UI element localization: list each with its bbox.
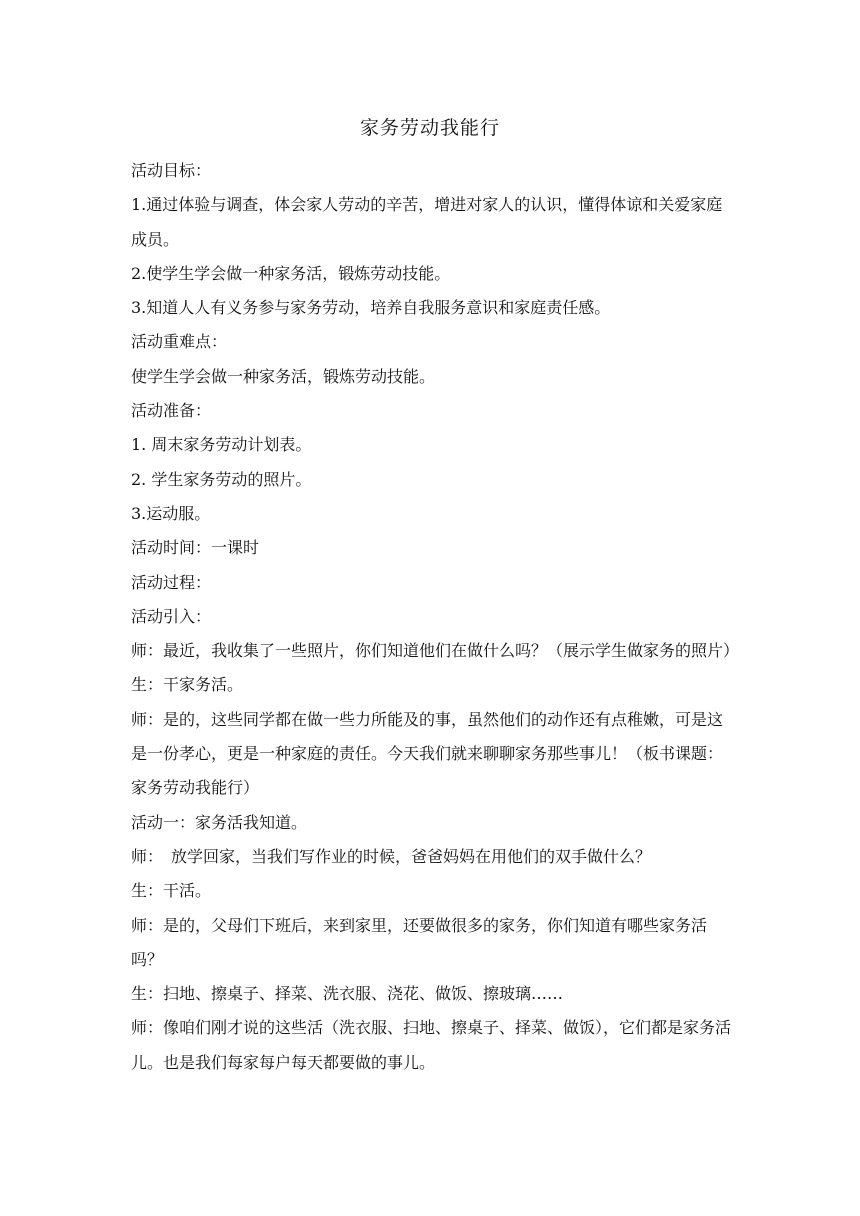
paragraph-process-heading: 活动过程： <box>131 572 212 592</box>
paragraph-dialogue: 师：最近，我收集了一些照片，你们知道他们在做什么吗？（展示学生做家务的照片） <box>131 641 740 661</box>
paragraph-intro-heading: 活动引入： <box>131 606 212 626</box>
paragraph-dialogue: 师：是的，这些同学都在做一些力所能及的事，虽然他们的动作还有点稚嫩，可是这是一份孝心，更是一种家庭的责任。今天我们就来聊聊家务那些事儿！（板书课题：家务劳动我能行） <box>131 709 724 798</box>
paragraph-dialogue: 师： 放学回家，当我们写作业的时候，爸爸妈妈在用他们的双手做什么？ <box>131 846 652 866</box>
document-body <box>131 154 740 1080</box>
paragraph-dialogue: 生：干活。 <box>131 881 212 901</box>
paragraph-preparation-2: 2. 学生家务劳动的照片。 <box>131 469 312 489</box>
document-title: 家务劳动我能行 <box>359 117 500 139</box>
paragraph-dialogue: 生：干家务活。 <box>131 675 244 695</box>
paragraph-dialogue: 师：像咱们刚才说的这些活（洗衣服、扫地、擦桌子、择菜、做饭），它们都是家务活儿。也是我们每家每户每天都要做的事儿。 <box>131 1018 732 1072</box>
paragraph-dialogue: 生：扫地、擦桌子、择菜、洗衣服、浇花、做饭、擦玻璃…… <box>131 984 564 1004</box>
paragraph-goal-3: 3.知道人人有义务参与家务劳动，培养自我服务意识和家庭责任感。 <box>131 298 611 318</box>
paragraph-goals-heading: 活动目标： <box>131 161 212 180</box>
paragraph-key-points: 使学生学会做一种家务活，锻炼劳动技能。 <box>131 366 436 386</box>
paragraph-key-points-heading: 活动重难点： <box>131 332 228 352</box>
paragraph-preparation-1: 1. 周末家务劳动计划表。 <box>131 435 312 455</box>
paragraph-time: 活动时间：一课时 <box>131 538 260 558</box>
paragraph-goal-1: 1.通过体验与调查，体会家人劳动的辛苦，增进对家人的认识，懂得体谅和关爱家庭成员。 <box>131 195 723 249</box>
paragraph-activity-1-heading: 活动一：家务活我知道。 <box>131 812 308 832</box>
paragraph-goal-2: 2.使学生学会做一种家务活，锻炼劳动技能。 <box>131 263 451 283</box>
paragraph-preparation-heading: 活动准备： <box>131 401 212 421</box>
paragraph-preparation-3: 3.运动服。 <box>131 503 211 523</box>
paragraph-dialogue: 师：是的，父母们下班后，来到家里，还要做很多的家务，你们知道有哪些家务活吗？ <box>131 915 708 969</box>
